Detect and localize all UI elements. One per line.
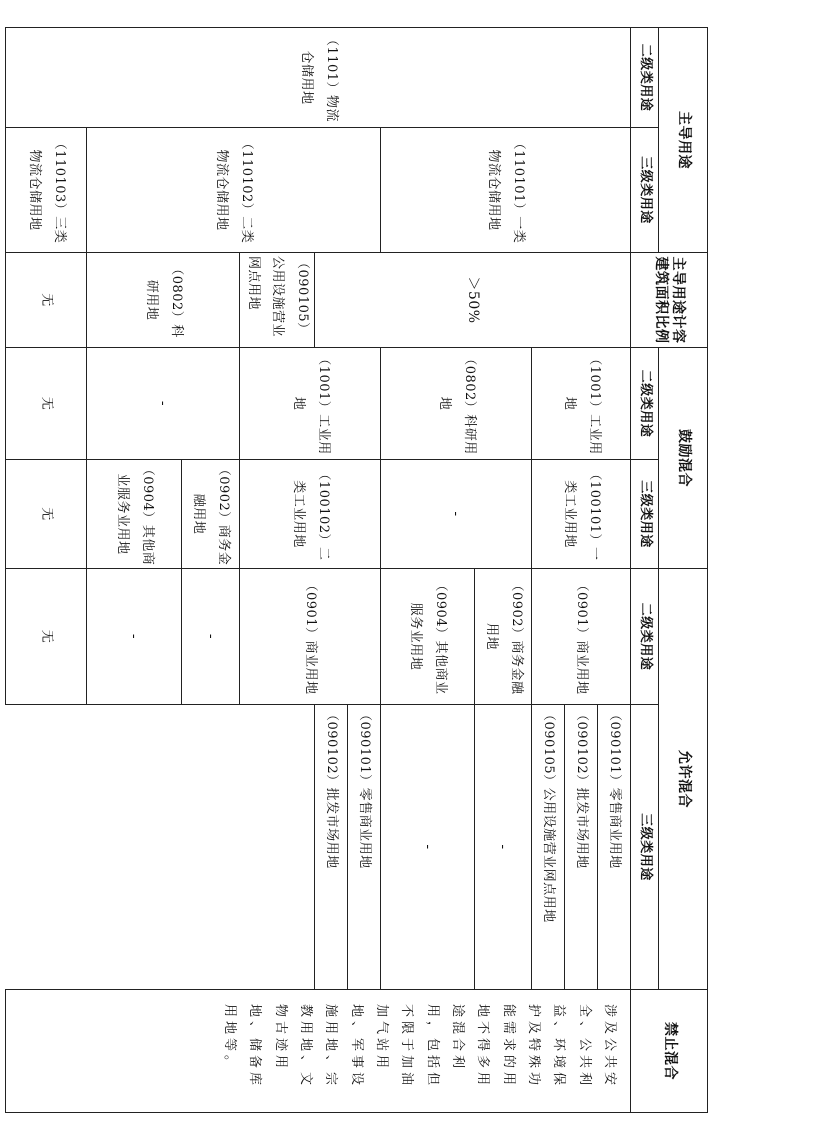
- allowed-tertiary-header: 三级类用途: [631, 705, 659, 990]
- allowed-tertiary-cell: （090102）批发市场用地: [315, 705, 348, 990]
- allowed-secondary-cell: （0901）商业用地: [239, 569, 380, 705]
- rotated-table-container: [26, 27, 708, 1112]
- allowed-secondary-split: [86, 460, 239, 569]
- encouraged-secondary-cell: （0802）科研用地: [381, 348, 532, 460]
- header-row-2: [631, 28, 659, 1113]
- encouraged-secondary-cell: （0802）科研用地: [86, 253, 239, 348]
- table-row: [5, 28, 86, 1113]
- encouraged-secondary-header: 二级类用途: [631, 348, 659, 460]
- allowed-tertiary-split: [86, 569, 239, 705]
- allowed-secondary-cell: （0901）商业用地: [532, 569, 631, 705]
- main-tertiary-cell: （110103）三类物流仓储用地: [5, 128, 86, 253]
- land-use-mix-table: [5, 27, 708, 1113]
- allowed-secondary-header: 二级类用途: [631, 569, 659, 705]
- forbidden-header: 禁止混合: [631, 990, 708, 1113]
- allowed-secondary-cell: 无: [5, 460, 86, 569]
- allowed-tertiary-cell: -: [126, 633, 143, 640]
- encouraged-tertiary-header: 三级类用途: [631, 460, 659, 569]
- allowed-tertiary-cell: -: [475, 705, 532, 990]
- allowed-tertiary-cell: 无: [5, 569, 86, 705]
- ratio-header: 主导用途计容建筑面积比例: [631, 253, 708, 348]
- allowed-tertiary-cell: -: [381, 705, 475, 990]
- encouraged-secondary-cell: 无: [5, 253, 86, 348]
- allowed-tertiary-cell: （090105）公用设施营业网点用地: [239, 253, 314, 348]
- encouraged-secondary-cell: （1001）工业用地: [532, 348, 631, 460]
- table-row: [348, 28, 381, 1113]
- allowed-header: 允许混合: [659, 569, 708, 990]
- forbidden-text-cell: 涉及公共安全、公共利益、环境保护及特殊功能需求的用地不得多用途混合利用，包括但不限于加油加气站用地、军事设施用地、宗教用地、文物古迹用地、储备库用地等。: [5, 990, 630, 1113]
- allowed-tertiary-cell: -: [181, 569, 239, 704]
- table-row: [598, 28, 631, 1113]
- allowed-tertiary-cell: （090102）批发市场用地: [565, 705, 598, 990]
- encouraged-tertiary-cell: （100101）一类工业用地: [532, 460, 631, 569]
- allowed-secondary-cell: （0904）其他商业服务业用地: [114, 462, 155, 566]
- main-secondary-header: 二级类用途: [631, 28, 659, 128]
- encouraged-tertiary-cell: -: [381, 460, 532, 569]
- header-row-1: [659, 28, 708, 1113]
- allowed-tertiary-cell: （090105）公用设施营业网点用地: [532, 705, 565, 990]
- encouraged-secondary-cell: （1001）工业用地: [239, 348, 380, 460]
- allowed-secondary-cell: （0902）商务金融用地: [475, 569, 532, 705]
- allowed-tertiary-cell: （090101）零售商业用地: [598, 705, 631, 990]
- encouraged-tertiary-cell: （100102）二类工业用地: [239, 460, 380, 569]
- main-tertiary-cell: （110101）一类物流仓储用地: [381, 128, 631, 253]
- allowed-secondary-cell: （0902）商务金融用地: [181, 460, 239, 568]
- encouraged-tertiary-cell: -: [86, 348, 239, 460]
- ratio-cell: ＞50%: [315, 253, 631, 348]
- main-tertiary-cell: （110102）二类物流仓储用地: [86, 128, 380, 253]
- main-use-header: 主导用途: [659, 28, 708, 253]
- allowed-tertiary-cell: （090101）零售商业用地: [348, 705, 381, 990]
- main-tertiary-header: 三级类用途: [631, 128, 659, 253]
- encouraged-tertiary-cell: 无: [5, 348, 86, 460]
- encouraged-header: 鼓励混合: [659, 348, 708, 569]
- main-secondary-cell: （1101）物流仓储用地: [5, 28, 630, 128]
- allowed-secondary-cell: （0904）其他商业服务业用地: [381, 569, 475, 705]
